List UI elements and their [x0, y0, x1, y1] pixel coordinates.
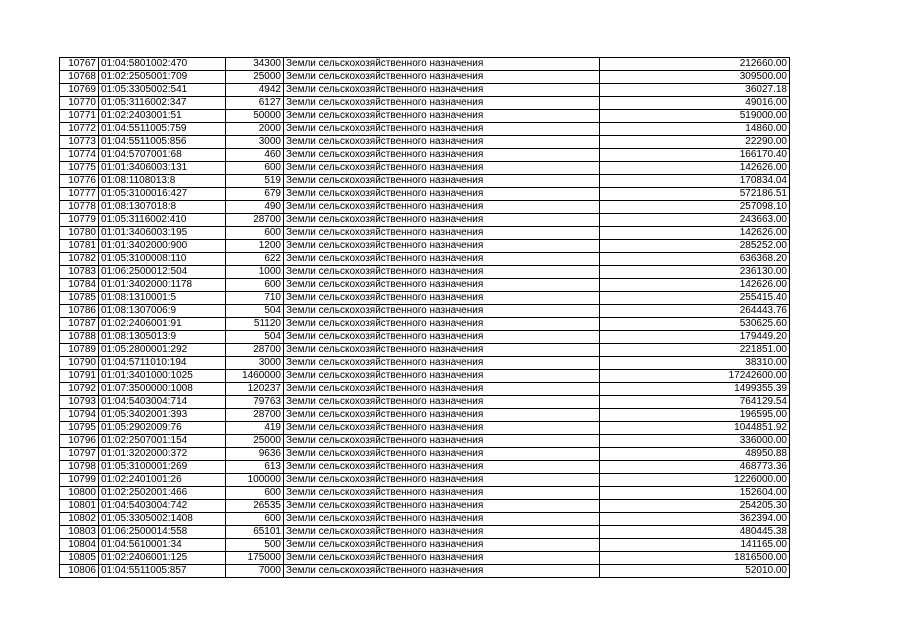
cadastral-value-cell: 362394.00: [600, 513, 790, 526]
area-cell: 490: [226, 201, 284, 214]
table-row: [60, 435, 790, 448]
row-number-cell: 10779: [60, 214, 99, 227]
row-number-cell: 10784: [60, 279, 99, 292]
area-cell: 2000: [226, 123, 284, 136]
cadastral-value-cell: 141165.00: [600, 539, 790, 552]
cadastral-value-cell: 255415.40: [600, 292, 790, 305]
row-number-cell: 10794: [60, 409, 99, 422]
land-category-cell: Земли сельскохозяйственного назначения: [284, 188, 600, 201]
land-category-cell: Земли сельскохозяйственного назначения: [284, 487, 600, 500]
row-number-cell: 10782: [60, 253, 99, 266]
cadastral-number-cell: 01:04:5610001:34: [99, 539, 226, 552]
cadastral-number-cell: 01:05:2902009:76: [99, 422, 226, 435]
cadastral-number-cell: 01:08:1307018:8: [99, 201, 226, 214]
cadastral-number-cell: 01:04:5511005:857: [99, 565, 226, 578]
cadastral-value-cell: 166170.40: [600, 149, 790, 162]
table-body: [60, 58, 790, 578]
cadastral-number-cell: 01:06:2500012:504: [99, 266, 226, 279]
land-category-cell: Земли сельскохозяйственного назначения: [284, 383, 600, 396]
row-number-cell: 10799: [60, 474, 99, 487]
area-cell: 622: [226, 253, 284, 266]
table-row: [60, 552, 790, 565]
area-cell: 34300: [226, 58, 284, 71]
table-row: [60, 305, 790, 318]
area-cell: 504: [226, 305, 284, 318]
cadastral-value-cell: 196595.00: [600, 409, 790, 422]
table-row: [60, 318, 790, 331]
row-number-cell: 10801: [60, 500, 99, 513]
area-cell: 28700: [226, 344, 284, 357]
cadastral-number-cell: 01:05:3100016:427: [99, 188, 226, 201]
row-number-cell: 10806: [60, 565, 99, 578]
cadastral-number-cell: 01:01:3401000:1025: [99, 370, 226, 383]
row-number-cell: 10780: [60, 227, 99, 240]
land-category-cell: Земли сельскохозяйственного назначения: [284, 253, 600, 266]
cadastral-number-cell: 01:04:5801002:470: [99, 58, 226, 71]
table-row: [60, 344, 790, 357]
land-category-cell: Земли сельскохозяйственного назначения: [284, 136, 600, 149]
table-row: [60, 175, 790, 188]
area-cell: 100000: [226, 474, 284, 487]
land-category-cell: Земли сельскохозяйственного назначения: [284, 162, 600, 175]
cadastral-number-cell: 01:05:2800001:292: [99, 344, 226, 357]
row-number-cell: 10798: [60, 461, 99, 474]
table-row: [60, 188, 790, 201]
area-cell: 600: [226, 513, 284, 526]
cadastral-number-cell: 01:02:2406001:125: [99, 552, 226, 565]
table-row: [60, 136, 790, 149]
cadastral-number-cell: 01:01:3402000:1178: [99, 279, 226, 292]
cadastral-value-cell: 48950.88: [600, 448, 790, 461]
area-cell: 175000: [226, 552, 284, 565]
area-cell: 600: [226, 279, 284, 292]
cadastral-number-cell: 01:04:5511005:856: [99, 136, 226, 149]
cadastral-number-cell: 01:04:5403004:714: [99, 396, 226, 409]
table-row: [60, 162, 790, 175]
table-row: [60, 383, 790, 396]
table-row: [60, 240, 790, 253]
area-cell: 65101: [226, 526, 284, 539]
cadastral-value-cell: 1044851.92: [600, 422, 790, 435]
land-category-cell: Земли сельскохозяйственного назначения: [284, 409, 600, 422]
cadastral-number-cell: 01:05:3116002:410: [99, 214, 226, 227]
land-category-cell: Земли сельскохозяйственного назначения: [284, 513, 600, 526]
area-cell: 1460000: [226, 370, 284, 383]
table-row: [60, 58, 790, 71]
row-number-cell: 10805: [60, 552, 99, 565]
cadastral-number-cell: 01:05:3305002:541: [99, 84, 226, 97]
land-category-cell: Земли сельскохозяйственного назначения: [284, 370, 600, 383]
land-category-cell: Земли сельскохозяйственного назначения: [284, 526, 600, 539]
cadastral-number-cell: 01:01:3406003:131: [99, 162, 226, 175]
cadastral-value-cell: 480445.38: [600, 526, 790, 539]
land-category-cell: Земли сельскохозяйственного назначения: [284, 84, 600, 97]
cadastral-value-cell: 52010.00: [600, 565, 790, 578]
row-number-cell: 10771: [60, 110, 99, 123]
cadastral-value-cell: 1816500.00: [600, 552, 790, 565]
area-cell: 25000: [226, 71, 284, 84]
land-category-cell: Земли сельскохозяйственного назначения: [284, 539, 600, 552]
row-number-cell: 10793: [60, 396, 99, 409]
cadastral-value-cell: 572186.51: [600, 188, 790, 201]
table-row: [60, 448, 790, 461]
cadastral-value-cell: 212660.00: [600, 58, 790, 71]
row-number-cell: 10774: [60, 149, 99, 162]
cadastral-value-cell: 152604.00: [600, 487, 790, 500]
table-row: [60, 565, 790, 578]
row-number-cell: 10775: [60, 162, 99, 175]
cadastral-value-cell: 243663.00: [600, 214, 790, 227]
area-cell: 79763: [226, 396, 284, 409]
cadastral-value-cell: 142626.00: [600, 227, 790, 240]
cadastral-number-cell: 01:06:2500014:558: [99, 526, 226, 539]
row-number-cell: 10781: [60, 240, 99, 253]
table-row: [60, 409, 790, 422]
land-category-cell: Земли сельскохозяйственного назначения: [284, 149, 600, 162]
area-cell: 613: [226, 461, 284, 474]
row-number-cell: 10791: [60, 370, 99, 383]
land-category-cell: Земли сельскохозяйственного назначения: [284, 110, 600, 123]
area-cell: 9636: [226, 448, 284, 461]
cadastral-value-cell: 14860.00: [600, 123, 790, 136]
table-row: [60, 110, 790, 123]
area-cell: 1200: [226, 240, 284, 253]
cadastral-value-cell: 142626.00: [600, 162, 790, 175]
cadastral-number-cell: 01:08:1108013:8: [99, 175, 226, 188]
table-row: [60, 97, 790, 110]
row-number-cell: 10769: [60, 84, 99, 97]
cadastral-number-cell: 01:08:1310001:5: [99, 292, 226, 305]
area-cell: 460: [226, 149, 284, 162]
row-number-cell: 10797: [60, 448, 99, 461]
row-number-cell: 10773: [60, 136, 99, 149]
row-number-cell: 10803: [60, 526, 99, 539]
row-number-cell: 10776: [60, 175, 99, 188]
cadastral-value-cell: 17242600.00: [600, 370, 790, 383]
cadastral-value-cell: 257098.10: [600, 201, 790, 214]
land-category-cell: Земли сельскохозяйственного назначения: [284, 266, 600, 279]
cadastral-value-cell: 530625.60: [600, 318, 790, 331]
cadastral-value-cell: 221851.00: [600, 344, 790, 357]
area-cell: 4942: [226, 84, 284, 97]
land-category-cell: Земли сельскохозяйственного назначения: [284, 474, 600, 487]
table-row: [60, 474, 790, 487]
area-cell: 500: [226, 539, 284, 552]
row-number-cell: 10795: [60, 422, 99, 435]
cadastral-value-cell: 49016.00: [600, 97, 790, 110]
area-cell: 28700: [226, 214, 284, 227]
row-number-cell: 10790: [60, 357, 99, 370]
land-category-cell: Земли сельскохозяйственного назначения: [284, 240, 600, 253]
cadastral-number-cell: 01:01:3406003:195: [99, 227, 226, 240]
row-number-cell: 10772: [60, 123, 99, 136]
row-number-cell: 10786: [60, 305, 99, 318]
row-number-cell: 10796: [60, 435, 99, 448]
row-number-cell: 10804: [60, 539, 99, 552]
cadastral-value-cell: 22290.00: [600, 136, 790, 149]
area-cell: 6127: [226, 97, 284, 110]
table-row: [60, 396, 790, 409]
area-cell: 504: [226, 331, 284, 344]
row-number-cell: 10768: [60, 71, 99, 84]
land-category-cell: Земли сельскохозяйственного назначения: [284, 422, 600, 435]
table-row: [60, 84, 790, 97]
area-cell: 519: [226, 175, 284, 188]
table-row: [60, 292, 790, 305]
row-number-cell: 10767: [60, 58, 99, 71]
land-category-cell: Земли сельскохозяйственного назначения: [284, 279, 600, 292]
table-row: [60, 357, 790, 370]
cadastral-value-cell: 1226000.00: [600, 474, 790, 487]
cadastral-number-cell: 01:02:2406001:91: [99, 318, 226, 331]
cadastral-number-cell: 01:05:3100001:269: [99, 461, 226, 474]
area-cell: 51120: [226, 318, 284, 331]
table-row: [60, 461, 790, 474]
cadastral-number-cell: 01:08:1307006:9: [99, 305, 226, 318]
table-row: [60, 71, 790, 84]
cadastral-value-cell: 264443.76: [600, 305, 790, 318]
area-cell: 679: [226, 188, 284, 201]
land-category-cell: Земли сельскохозяйственного назначения: [284, 175, 600, 188]
land-category-cell: Земли сельскохозяйственного назначения: [284, 344, 600, 357]
table-row: [60, 266, 790, 279]
land-category-cell: Земли сельскохозяйственного назначения: [284, 318, 600, 331]
area-cell: 120237: [226, 383, 284, 396]
area-cell: 1000: [226, 266, 284, 279]
cadastral-number-cell: 01:05:3402001:393: [99, 409, 226, 422]
cadastral-value-cell: 179449.20: [600, 331, 790, 344]
table-row: [60, 214, 790, 227]
cadastral-number-cell: 01:05:3100008:110: [99, 253, 226, 266]
area-cell: 50000: [226, 110, 284, 123]
area-cell: 419: [226, 422, 284, 435]
cadastral-number-cell: 01:05:3116002:347: [99, 97, 226, 110]
cadastral-value-cell: 468773.36: [600, 461, 790, 474]
cadastral-value-cell: 636368.20: [600, 253, 790, 266]
cadastral-value-cell: 519000.00: [600, 110, 790, 123]
cadastral-value-cell: 36027.18: [600, 84, 790, 97]
cadastral-number-cell: 01:05:3305002:1408: [99, 513, 226, 526]
cadastral-number-cell: 01:04:5403004:742: [99, 500, 226, 513]
area-cell: 7000: [226, 565, 284, 578]
cadastral-value-cell: 170834.04: [600, 175, 790, 188]
table-row: [60, 370, 790, 383]
land-category-cell: Земли сельскохозяйственного назначения: [284, 461, 600, 474]
area-cell: 3000: [226, 357, 284, 370]
cadastral-number-cell: 01:04:5707001:68: [99, 149, 226, 162]
cadastral-number-cell: 01:02:2401001:26: [99, 474, 226, 487]
land-category-cell: Земли сельскохозяйственного назначения: [284, 500, 600, 513]
row-number-cell: 10802: [60, 513, 99, 526]
table-row: [60, 253, 790, 266]
land-category-cell: Земли сельскохозяйственного назначения: [284, 123, 600, 136]
row-number-cell: 10783: [60, 266, 99, 279]
land-category-cell: Земли сельскохозяйственного назначения: [284, 58, 600, 71]
cadastral-value-cell: 236130.00: [600, 266, 790, 279]
cadastral-value-cell: 254205.30: [600, 500, 790, 513]
area-cell: 600: [226, 227, 284, 240]
land-category-cell: Земли сельскохозяйственного назначения: [284, 396, 600, 409]
land-category-cell: Земли сельскохозяйственного назначения: [284, 435, 600, 448]
table-row: [60, 487, 790, 500]
cadastral-number-cell: 01:02:2502001:466: [99, 487, 226, 500]
cadastral-number-cell: 01:02:2403001:51: [99, 110, 226, 123]
land-category-cell: Земли сельскохозяйственного назначения: [284, 97, 600, 110]
cadastral-value-table: [59, 57, 790, 578]
cadastral-number-cell: 01:07:3500000:1008: [99, 383, 226, 396]
area-cell: 600: [226, 487, 284, 500]
row-number-cell: 10789: [60, 344, 99, 357]
area-cell: 26535: [226, 500, 284, 513]
cadastral-value-cell: 142626.00: [600, 279, 790, 292]
table-row: [60, 513, 790, 526]
land-category-cell: Земли сельскохозяйственного назначения: [284, 305, 600, 318]
land-category-cell: Земли сельскохозяйственного назначения: [284, 552, 600, 565]
cadastral-number-cell: 01:04:5511005:759: [99, 123, 226, 136]
table-row: [60, 149, 790, 162]
land-category-cell: Земли сельскохозяйственного назначения: [284, 357, 600, 370]
land-category-cell: Земли сельскохозяйственного назначения: [284, 201, 600, 214]
table-row: [60, 331, 790, 344]
land-category-cell: Земли сельскохозяйственного назначения: [284, 331, 600, 344]
table-row: [60, 227, 790, 240]
table-row: [60, 422, 790, 435]
land-category-cell: Земли сельскохозяйственного назначения: [284, 565, 600, 578]
land-category-cell: Земли сельскохозяйственного назначения: [284, 214, 600, 227]
cadastral-number-cell: 01:01:3202000:372: [99, 448, 226, 461]
cadastral-value-cell: 764129.54: [600, 396, 790, 409]
table-row: [60, 201, 790, 214]
table-row: [60, 539, 790, 552]
area-cell: 3000: [226, 136, 284, 149]
cadastral-number-cell: 01:02:2505001:709: [99, 71, 226, 84]
cadastral-number-cell: 01:02:2507001:154: [99, 435, 226, 448]
cadastral-number-cell: 01:08:1305013:9: [99, 331, 226, 344]
cadastral-value-cell: 38310.00: [600, 357, 790, 370]
row-number-cell: 10800: [60, 487, 99, 500]
cadastral-value-cell: 336000.00: [600, 435, 790, 448]
table-row: [60, 526, 790, 539]
table-row: [60, 279, 790, 292]
area-cell: 710: [226, 292, 284, 305]
area-cell: 28700: [226, 409, 284, 422]
cadastral-value-cell: 1499355.39: [600, 383, 790, 396]
row-number-cell: 10777: [60, 188, 99, 201]
table-row: [60, 500, 790, 513]
row-number-cell: 10788: [60, 331, 99, 344]
row-number-cell: 10787: [60, 318, 99, 331]
land-category-cell: Земли сельскохозяйственного назначения: [284, 71, 600, 84]
cadastral-value-cell: 285252.00: [600, 240, 790, 253]
area-cell: 600: [226, 162, 284, 175]
cadastral-value-cell: 309500.00: [600, 71, 790, 84]
row-number-cell: 10778: [60, 201, 99, 214]
row-number-cell: 10792: [60, 383, 99, 396]
row-number-cell: 10770: [60, 97, 99, 110]
land-category-cell: Земли сельскохозяйственного назначения: [284, 448, 600, 461]
cadastral-number-cell: 01:04:5711010:194: [99, 357, 226, 370]
cadastral-number-cell: 01:01:3402000:900: [99, 240, 226, 253]
area-cell: 25000: [226, 435, 284, 448]
table-row: [60, 123, 790, 136]
land-category-cell: Земли сельскохозяйственного назначения: [284, 292, 600, 305]
land-category-cell: Земли сельскохозяйственного назначения: [284, 227, 600, 240]
row-number-cell: 10785: [60, 292, 99, 305]
